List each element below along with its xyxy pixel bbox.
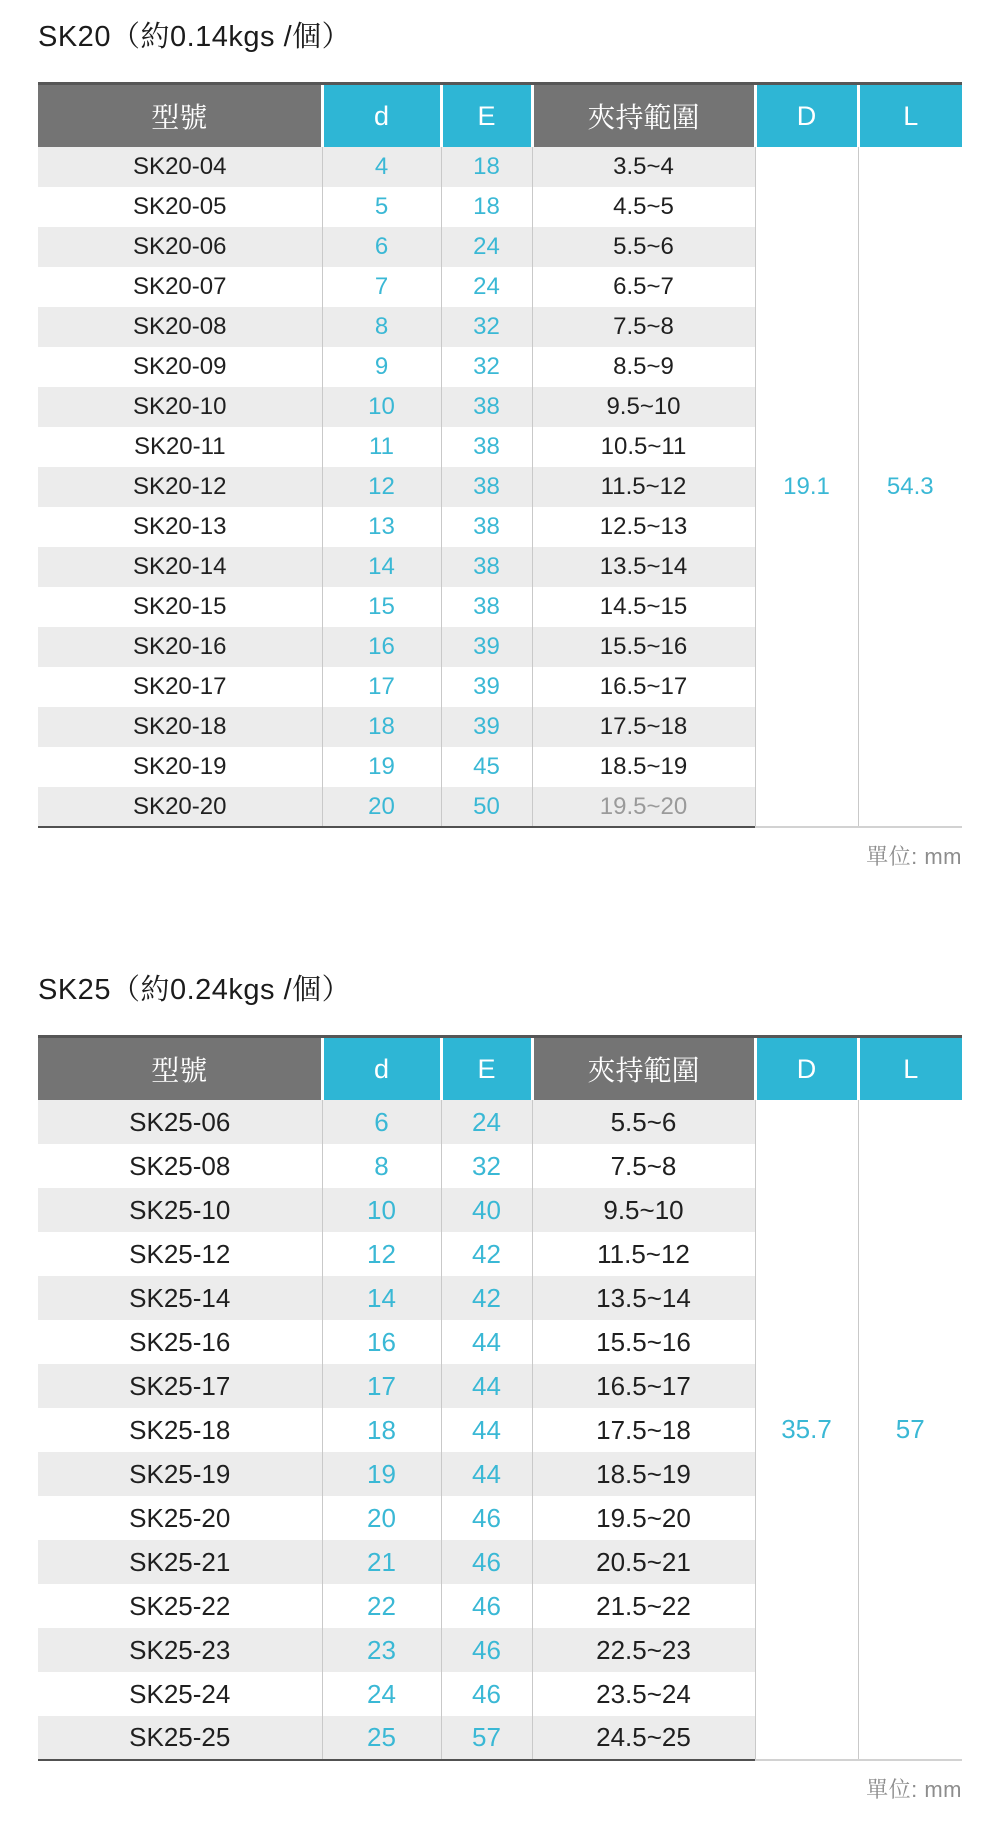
d-value-cell: 25 — [322, 1716, 441, 1760]
range-cell: 4.5~5 — [532, 187, 755, 227]
range-cell: 11.5~12 — [532, 467, 755, 507]
d-value-cell: 5 — [322, 187, 441, 227]
e-value-cell: 18 — [441, 147, 532, 187]
e-value-cell: 44 — [441, 1452, 532, 1496]
table-body — [38, 147, 962, 827]
spec-section-sk20 — [38, 14, 962, 871]
table-header — [38, 1038, 962, 1100]
model-cell: SK25-14 — [38, 1276, 322, 1320]
e-value-cell: 38 — [441, 587, 532, 627]
l-merged-cell: 57 — [858, 1100, 962, 1760]
range-cell: 9.5~10 — [532, 1188, 755, 1232]
e-value-cell: 44 — [441, 1364, 532, 1408]
e-value-cell: 46 — [441, 1540, 532, 1584]
header-row — [38, 1038, 962, 1100]
d-merged-cell: 35.7 — [755, 1100, 858, 1760]
model-cell: SK20-10 — [38, 387, 322, 427]
d-value-cell: 8 — [322, 1144, 441, 1188]
e-value-cell: 45 — [441, 747, 532, 787]
e-value-cell: 46 — [441, 1628, 532, 1672]
model-cell: SK20-18 — [38, 707, 322, 747]
d-value-cell: 21 — [322, 1540, 441, 1584]
range-cell: 21.5~22 — [532, 1584, 755, 1628]
model-cell: SK20-09 — [133, 353, 227, 380]
range-cell: 9.5~10 — [532, 387, 755, 427]
model-cell: SK25-20 — [129, 1502, 231, 1533]
range-cell: 12.5~13 — [532, 507, 755, 547]
d-value-cell: 17 — [322, 667, 441, 707]
model-cell: SK20-12 — [38, 467, 322, 507]
d-value-cell: 6 — [322, 1100, 441, 1144]
model-cell: SK20-17 — [133, 673, 227, 700]
model-cell: SK25-16 — [129, 1326, 231, 1357]
range-cell: 17.5~18 — [532, 707, 755, 747]
model-cell: SK25-25 — [38, 1716, 322, 1760]
range-cell: 19.5~20 — [532, 1496, 755, 1540]
e-value-cell: 39 — [441, 667, 532, 707]
d-value-cell: 20 — [322, 1496, 441, 1540]
range-cell: 16.5~17 — [532, 1364, 755, 1408]
e-value-cell: 46 — [441, 1672, 532, 1716]
d-value-cell: 13 — [322, 507, 441, 547]
e-value-cell: 32 — [441, 307, 532, 347]
table-header — [38, 85, 962, 147]
d-value-cell: 22 — [322, 1584, 441, 1628]
d-value-cell: 12 — [322, 1232, 441, 1276]
range-cell: 22.5~23 — [532, 1628, 755, 1672]
range-cell: 18.5~19 — [532, 1452, 755, 1496]
e-value-cell: 44 — [441, 1408, 532, 1452]
spec-table-sk25 — [38, 1038, 962, 1761]
d-value-cell: 19 — [322, 747, 441, 787]
e-value-cell: 38 — [441, 547, 532, 587]
d-merged-cell: 19.1 — [755, 147, 858, 827]
e-value-cell: 38 — [441, 427, 532, 467]
header-row — [38, 85, 962, 147]
range-cell: 11.5~12 — [532, 1232, 755, 1276]
d-value-cell: 7 — [322, 267, 441, 307]
e-value-cell: 39 — [441, 627, 532, 667]
model-cell: SK25-21 — [38, 1540, 322, 1584]
model-cell: SK20-11 — [133, 433, 226, 460]
col-header-l: L — [858, 1038, 962, 1100]
e-value-cell: 38 — [441, 507, 532, 547]
col-header-model: 型號 — [38, 1038, 322, 1100]
range-cell: 14.5~15 — [532, 587, 755, 627]
range-cell: 7.5~8 — [532, 307, 755, 347]
e-value-cell: 39 — [441, 707, 532, 747]
range-cell: 23.5~24 — [532, 1672, 755, 1716]
model-cell: SK20-13 — [133, 513, 227, 540]
col-header-range: 夾持範圍 — [532, 1038, 755, 1100]
d-value-cell: 18 — [322, 1408, 441, 1452]
col-header-d: d — [322, 1038, 441, 1100]
d-value-cell: 4 — [322, 147, 441, 187]
model-cell: SK25-23 — [38, 1628, 322, 1672]
model-cell: SK25-18 — [129, 1414, 231, 1445]
d-value-cell: 9 — [322, 347, 441, 387]
model-cell: SK20-14 — [38, 547, 322, 587]
unit-label: 單位: mm — [866, 844, 962, 869]
range-cell: 8.5~9 — [532, 347, 755, 387]
e-value-cell: 32 — [441, 347, 532, 387]
e-value-cell: 57 — [441, 1716, 532, 1760]
model-cell: SK20-04 — [38, 147, 322, 187]
unit-label: 單位: mm — [866, 1777, 962, 1802]
e-value-cell: 24 — [441, 267, 532, 307]
range-cell: 13.5~14 — [532, 547, 755, 587]
d-value-cell: 17 — [322, 1364, 441, 1408]
col-header-dd: D — [755, 1038, 858, 1100]
model-cell: SK20-07 — [133, 273, 227, 300]
d-value-cell: 12 — [322, 467, 441, 507]
e-value-cell: 42 — [441, 1276, 532, 1320]
d-value-cell: 16 — [322, 1320, 441, 1364]
e-value-cell: 40 — [441, 1188, 532, 1232]
range-cell: 19.5~20 — [532, 787, 755, 827]
range-cell: 5.5~6 — [532, 227, 755, 267]
col-header-d: d — [322, 85, 441, 147]
e-value-cell: 44 — [441, 1320, 532, 1364]
range-cell: 17.5~18 — [532, 1408, 755, 1452]
d-value-cell: 18 — [322, 707, 441, 747]
range-cell: 5.5~6 — [532, 1100, 755, 1144]
table-frame-sk25 — [38, 1035, 962, 1761]
model-cell: SK25-08 — [129, 1150, 231, 1181]
d-value-cell: 10 — [322, 1188, 441, 1232]
e-value-cell: 38 — [441, 387, 532, 427]
e-value-cell: 38 — [441, 467, 532, 507]
d-value-cell: 24 — [322, 1672, 441, 1716]
model-cell: SK25-17 — [38, 1364, 322, 1408]
d-value-cell: 10 — [322, 387, 441, 427]
range-cell: 6.5~7 — [532, 267, 755, 307]
d-value-cell: 20 — [322, 787, 441, 827]
d-value-cell: 16 — [322, 627, 441, 667]
col-header-l: L — [858, 85, 962, 147]
e-value-cell: 24 — [441, 1100, 532, 1144]
e-value-cell: 46 — [441, 1496, 532, 1540]
table-title-sk25: SK25（約0.24kgs /個） — [38, 974, 352, 1006]
col-header-model: 型號 — [38, 85, 322, 147]
range-cell: 7.5~8 — [532, 1144, 755, 1188]
d-value-cell: 11 — [322, 427, 441, 467]
table-body — [38, 1100, 962, 1760]
model-cell: SK25-24 — [129, 1678, 231, 1709]
range-cell: 13.5~14 — [532, 1276, 755, 1320]
d-value-cell: 14 — [322, 1276, 441, 1320]
table-row — [38, 1100, 962, 1144]
e-value-cell: 24 — [441, 227, 532, 267]
e-value-cell: 42 — [441, 1232, 532, 1276]
e-value-cell: 32 — [441, 1144, 532, 1188]
col-header-e: E — [441, 85, 532, 147]
l-merged-cell: 54.3 — [858, 147, 962, 827]
model-cell: SK25-12 — [129, 1238, 231, 1269]
range-cell: 10.5~11 — [532, 427, 755, 467]
table-title-sk20: SK20（約0.14kgs /個） — [38, 21, 352, 53]
model-cell: SK25-22 — [129, 1590, 231, 1621]
range-cell: 3.5~4 — [532, 147, 755, 187]
model-cell: SK20-05 — [133, 193, 227, 220]
table-frame-sk20 — [38, 82, 962, 828]
col-header-e: E — [441, 1038, 532, 1100]
col-header-range: 夾持範圍 — [532, 85, 755, 147]
d-value-cell: 6 — [322, 227, 441, 267]
model-cell: SK20-19 — [133, 753, 227, 780]
d-value-cell: 8 — [322, 307, 441, 347]
model-cell: SK25-10 — [38, 1188, 322, 1232]
col-header-dd: D — [755, 85, 858, 147]
e-value-cell: 50 — [441, 787, 532, 827]
model-cell: SK20-08 — [38, 307, 322, 347]
range-cell: 24.5~25 — [532, 1716, 755, 1760]
spec-section-sk25 — [38, 967, 962, 1804]
d-value-cell: 19 — [322, 1452, 441, 1496]
model-cell: SK25-19 — [38, 1452, 322, 1496]
model-cell: SK20-06 — [38, 227, 322, 267]
model-cell: SK20-15 — [133, 593, 227, 620]
range-cell: 15.5~16 — [532, 1320, 755, 1364]
e-value-cell: 46 — [441, 1584, 532, 1628]
model-cell: SK20-16 — [38, 627, 322, 667]
model-cell: SK20-20 — [38, 787, 322, 827]
model-cell: SK25-06 — [38, 1100, 322, 1144]
range-cell: 20.5~21 — [532, 1540, 755, 1584]
range-cell: 16.5~17 — [532, 667, 755, 707]
range-cell: 18.5~19 — [532, 747, 755, 787]
d-value-cell: 14 — [322, 547, 441, 587]
d-value-cell: 23 — [322, 1628, 441, 1672]
table-row — [38, 147, 962, 187]
e-value-cell: 18 — [441, 187, 532, 227]
spec-table-sk20 — [38, 85, 962, 828]
range-cell: 15.5~16 — [532, 627, 755, 667]
d-value-cell: 15 — [322, 587, 441, 627]
